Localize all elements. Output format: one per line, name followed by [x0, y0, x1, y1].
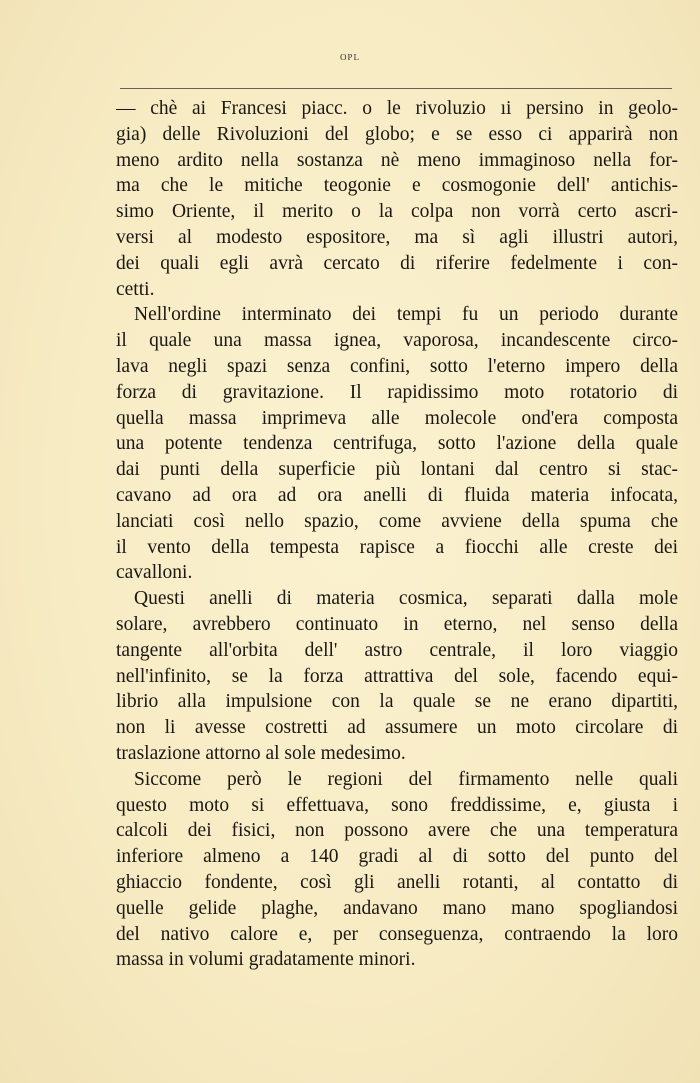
text-line: — chè ai Francesi piacc. o le rivoluzio ıi persino in geolo-: [116, 98, 678, 119]
text-line: simo Oriente, il merito o la colpa non vorrà certo ascri-: [116, 201, 678, 223]
text-line: Siccome però le regioni del firmamento nelle quali: [134, 768, 678, 790]
body-text: [116, 96, 678, 973]
paragraph: [116, 302, 678, 586]
text-line: nell'infinito, se la forza attrattiva del sole, facendo equi-: [116, 665, 678, 687]
header-rule: [120, 88, 672, 90]
text-line: cavalloni.: [116, 562, 193, 584]
text-line: del nativo calore e, per conseguenza, contraendo la loro: [116, 923, 678, 945]
text-line: dai punti della superficie più lontani dal centro si stac-: [116, 459, 678, 481]
text-line: traslazione attorno al sole medesimo.: [116, 742, 406, 764]
text-line: gia) delle Rivoluzioni del globo; e se esso ci apparirà non: [116, 123, 678, 145]
text-line: calcoli dei fisici, non possono avere che una temperatura: [116, 820, 678, 842]
text-line: tangente all'orbita dell' astro centrale, il loro viaggio: [116, 639, 678, 661]
text-line: lava negli spazi senza confini, sotto l'eterno impero della: [116, 355, 678, 377]
text-line: una potente tendenza centrifuga, sotto l'azione della quale: [116, 433, 678, 455]
text-line: dei quali egli avrà cercato di riferire fedelmente i con-: [116, 252, 678, 274]
paragraph: [116, 586, 678, 767]
text-line: il quale una massa ignea, vaporosa, incandescente circo-: [116, 330, 678, 352]
text-line: solare, avrebbero continuato in eterno, nel senso della: [116, 613, 678, 635]
text-line: librio alla impulsione con la quale se ne erano dipartiti,: [116, 691, 678, 713]
text-line: il vento della tempesta rapisce a fiocchi alle creste dei: [116, 536, 678, 558]
text-line: meno ardito nella sostanza nè meno immaginoso nella for-: [116, 149, 678, 171]
text-line: Questi anelli di materia cosmica, separati dalla mole: [134, 588, 678, 610]
text-line: lanciati così nello spazio, come avviene della spuma che: [116, 510, 678, 532]
text-line: ma che le mitiche teogonie e cosmogonie dell' antichis-: [116, 175, 678, 197]
text-line: cetti.: [116, 278, 155, 300]
text-line: non li avesse costretti ad assumere un moto circolare di: [116, 717, 678, 739]
text-line: quelle gelide plaghe, andavano mano mano spogliandosi: [116, 897, 678, 919]
text-line: ghiaccio fondente, così gli anelli rotanti, al contatto di: [116, 871, 678, 893]
text-line: forza di gravitazione. Il rapidissimo moto rotatorio di: [116, 381, 678, 403]
text-line: versi al modesto espositore, ma sì agli illustri autori,: [116, 226, 678, 248]
running-head: ᴼᴾᴸ: [340, 52, 360, 68]
text-line: questo moto si effettuava, sono freddissime, e, giusta i: [116, 794, 678, 816]
text-line: inferiore almeno a 140 gradi al di sotto del punto del: [116, 846, 678, 868]
text-line: Nell'ordine interminato dei tempi fu un periodo durante: [134, 304, 678, 326]
paragraph: [116, 96, 678, 302]
text-line: cavano ad ora ad ora anelli di fluida materia infocata,: [116, 484, 678, 506]
text-line: massa in volumi gradatamente minori.: [116, 949, 416, 971]
text-line: quella massa imprimeva alle molecole ond'era composta: [116, 407, 678, 429]
paragraph: [116, 767, 678, 973]
